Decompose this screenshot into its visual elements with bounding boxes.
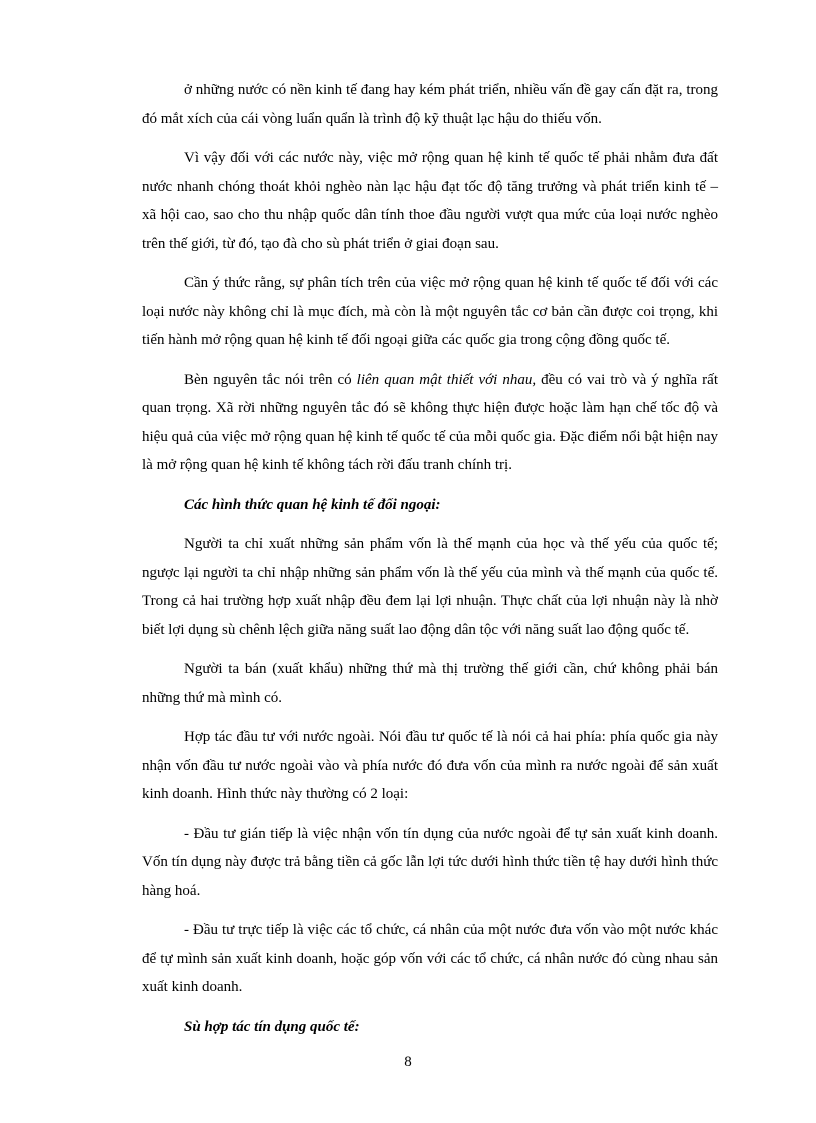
paragraph-6: Người ta bán (xuất khẩu) những thứ mà thị trường thế giới cần, chứ không phải bán những thứ mà mình có. xyxy=(142,661,718,706)
section-heading-forms: Các hình thức quan hệ kinh tế đối ngoại: xyxy=(184,496,441,513)
paragraph-2: Vì vậy đối với các nước này, việc mở rộng quan hệ kinh tế quốc tế phải nhằm đưa đất nước nhanh chóng thoát khỏi nghèo nàn lạc hậu đạt tốc độ tăng trưởng và phát triển kinh tế – xã hội cao, sao cho thu nhập quốc dân tính thoe đầu người vượt qua mức của loại nước nghèo trên thế giới, từ đó, tạo đà cho sù phát triển ở giai đoạn sau. xyxy=(142,150,718,252)
section-heading-credit: Sù hợp tác tín dụng quốc tế: xyxy=(184,1018,360,1035)
paragraph-3: Cần ý thức rằng, sự phân tích trên của việc mở rộng quan hệ kinh tế quốc tế đối với các loại nước này không chỉ là mục đích, mà còn là một nguyên tắc cơ bản cần được coi trọng, khi tiến hành mở rộng quan hệ kinh tế đối ngoại giữa các quốc gia trong cộng đồng quốc tế. xyxy=(142,275,718,348)
paragraph-1: ở những nước có nền kinh tế đang hay kém phát triển, nhiều vấn đề gay cấn đặt ra, trong đó mắt xích của cái vòng luẩn quẩn là trình độ kỹ thuật lạc hậu do thiếu vốn. xyxy=(142,82,718,127)
paragraph-8: - Đầu tư gián tiếp là việc nhận vốn tín dụng của nước ngoài để tự sản xuất kinh doanh. Vốn tín dụng này được trả bằng tiền cả gốc lẫn lợi tức dưới hình thức tiền tệ hay dưới hình thức hàng hoá. xyxy=(142,825,718,899)
paragraph-7: Hợp tác đầu tư với nước ngoài. Nói đầu tư quốc tế là nói cả hai phía: phía quốc gia này nhận vốn đầu tư nước ngoài vào và phía nước đó đưa vốn của mình ra nước ngoài để sản xuất kinh doanh. Hình thức này thường có 2 loại: xyxy=(142,729,718,802)
paragraph-9: - Đầu tư trực tiếp là việc các tổ chức, cá nhân của một nước đưa vốn vào một nước khác để tự mình sản xuất kinh doanh, hoặc góp vốn với các tổ chức, cá nhân nước đó cùng nhau sản xuất kinh doanh. xyxy=(142,922,718,995)
body-text xyxy=(142,76,718,1052)
paragraph-5: Người ta chỉ xuất những sản phẩm vốn là thế mạnh của học và thế yếu của quốc tế; ngược lại người ta chỉ nhập những sản phẩm vốn là thế yếu của mình và thế mạnh của quốc tế. Trong cả hai trường hợp xuất nhập đều đem lại lợi nhuận. Thực chất của lợi nhuận này là nhờ biết lợi dụng sù chênh lệch giữa năng suất lao động dân tộc với năng suất lao động quốc tế. xyxy=(142,536,718,638)
page-number: 8 xyxy=(404,1054,412,1070)
paragraph-4-end: đều có vai trò và ý nghĩa rất quan trọng. Xã rời những nguyên tắc đó sẽ không thực hiện được hoặc làm hạn chế tốc độ và hiệu quả của việc mở rộng quan hệ kinh tế quốc tế của mỗi quốc gia. Đặc điểm nổi bật hiện nay là mở rộng quan hệ kinh tế không tách rời đấu tranh chính trị. xyxy=(142,371,718,473)
paragraph-4-italic: liên quan mật thiết với nhau, xyxy=(356,371,537,388)
paragraph-4-start: Bèn nguyên tắc nói trên có xyxy=(184,371,357,388)
paragraph-4 xyxy=(142,366,718,480)
